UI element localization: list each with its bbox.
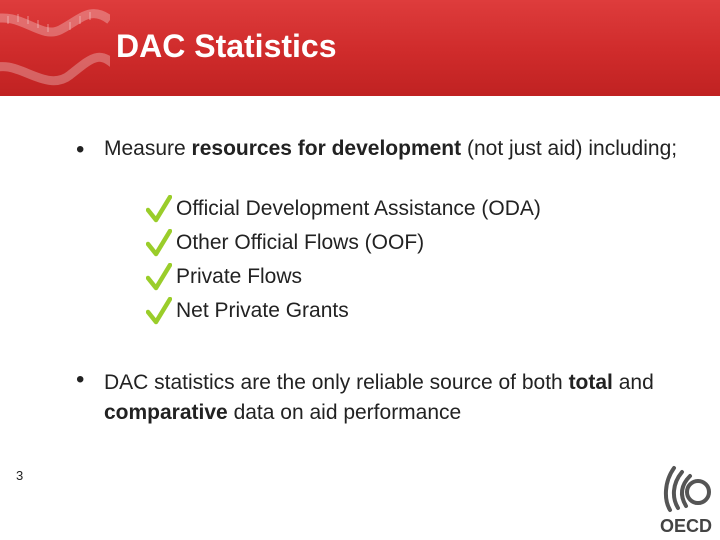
point-1-bold: resources for development [191, 137, 462, 160]
point-1-text [104, 134, 694, 164]
point-1-prefix: Measure [104, 137, 192, 160]
point-2-bold2: comparative [104, 401, 228, 424]
checkmark-icon [146, 195, 172, 223]
checklist-item-label: Net Private Grants [176, 299, 349, 322]
list-item [146, 260, 541, 294]
list-item [146, 192, 541, 226]
oecd-logo-text: OECD [659, 516, 712, 536]
point-1-suffix: (not just aid) including; [461, 137, 678, 160]
list-item [146, 226, 541, 260]
checkmark-icon [146, 263, 172, 291]
measuring-tape-decoration [0, 0, 110, 96]
slide-title: DAC Statistics [116, 28, 337, 64]
oecd-logo-mark [656, 462, 716, 516]
checkmark-icon [146, 297, 172, 325]
bullet-point-1: • [76, 136, 85, 163]
point-2-bold1: total [568, 371, 613, 394]
slide-body [0, 96, 720, 540]
point-2-text3: data on aid performance [227, 401, 462, 424]
checklist-item-label: Private Flows [176, 265, 303, 288]
list-item [146, 294, 541, 328]
checklist-item-label: Other Official Flows (OOF) [176, 231, 425, 254]
oecd-logo [656, 462, 716, 538]
bullet-point-2: • [76, 366, 85, 393]
checklist-item-label: Official Development Assistance (ODA) [176, 197, 541, 220]
slide-header [0, 0, 720, 96]
checkmark-icon [146, 229, 172, 257]
point-2-text2: and [612, 371, 654, 394]
slide-number: 3 [16, 468, 24, 483]
point-2-text [104, 368, 694, 428]
point-2-text1: DAC statistics are the only reliable source of both [104, 371, 569, 394]
checklist [146, 192, 541, 328]
